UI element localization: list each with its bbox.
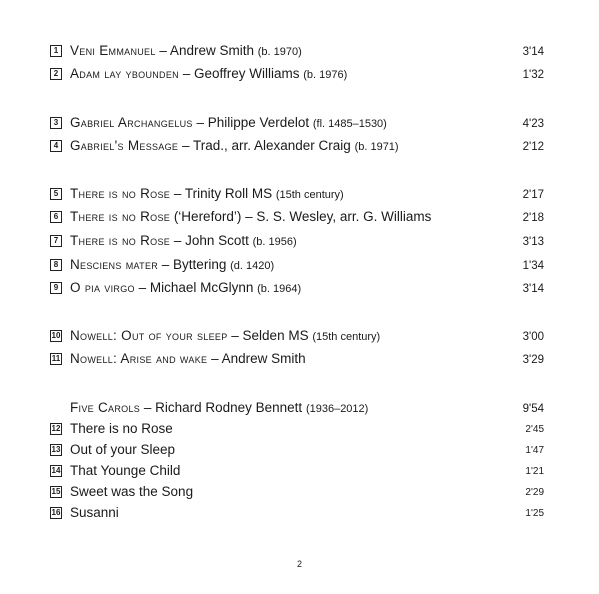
track-dates: (b. 1976)	[303, 69, 348, 81]
track-number: 4	[50, 140, 62, 152]
subtrack-title: That Younge Child	[70, 463, 181, 478]
track-title: There is no Rose	[70, 233, 171, 248]
subtrack-title: Sweet was the Song	[70, 484, 194, 499]
track-credit: (‘Hereford’) – S. S. Wesley, arr. G. Williams	[170, 209, 432, 224]
track-dates: (fl. 1485–1530)	[312, 118, 387, 130]
track-row	[50, 256, 544, 276]
track-text	[70, 350, 306, 369]
track-row	[50, 232, 544, 252]
set-heading	[50, 399, 544, 419]
track-text	[70, 208, 431, 227]
track-number: 5	[50, 188, 62, 200]
track-text	[70, 114, 387, 133]
track-text	[70, 42, 302, 61]
subtrack-row	[50, 420, 544, 440]
track-dates: (b. 1964)	[257, 283, 302, 295]
track-number: 9	[50, 282, 62, 294]
track-title: Nesciens mater	[70, 257, 159, 272]
track-time: 2'17	[522, 189, 544, 201]
track-row	[50, 42, 544, 62]
track-text	[70, 327, 380, 346]
track-number: 12	[51, 424, 61, 433]
subtrack-row	[50, 483, 544, 503]
subtrack-title: Susanni	[70, 505, 119, 520]
track-time: 1'32	[522, 69, 544, 81]
track-credit: – Trad., arr. Alexander Craig	[178, 138, 355, 153]
track-title: There is no Rose	[70, 186, 171, 201]
track-dates: (d. 1420)	[230, 260, 275, 272]
track-row	[50, 327, 544, 347]
track-number: 7	[50, 235, 62, 247]
track-text	[70, 256, 274, 275]
track-credit: – Michael McGlynn	[134, 280, 258, 295]
track-title: Nowell: Out of your sleep	[70, 328, 228, 343]
subtrack-row	[50, 441, 544, 461]
subtrack-time: 1'25	[525, 508, 544, 519]
track-number: 14	[51, 466, 61, 475]
track-title: O pia virgo	[70, 280, 135, 295]
track-dates: (b. 1971)	[354, 141, 399, 153]
subtrack-time: 1'21	[525, 466, 544, 477]
track-title: Gabriel Archangelus	[70, 115, 193, 130]
track-number: 3	[50, 117, 62, 129]
track-title: Nowell: Arise and wake	[70, 351, 208, 366]
set-dates: (1936–2012)	[305, 403, 369, 415]
track-time: 3'00	[522, 331, 544, 343]
track-text	[70, 65, 347, 84]
track-row	[50, 350, 544, 370]
track-row	[50, 65, 544, 85]
track-dates: (b. 1956)	[252, 236, 297, 248]
track-time: 1'34	[522, 260, 544, 272]
track-time: 3'13	[522, 236, 544, 248]
track-number: 16	[51, 508, 61, 517]
track-number: 1	[50, 45, 62, 57]
track-number: 10	[51, 331, 61, 340]
track-dates: (15th century)	[312, 331, 381, 343]
track-time: 2'12	[522, 141, 544, 153]
track-dates: (15th century)	[275, 189, 344, 201]
set-text	[70, 399, 368, 418]
track-credit: – John Scott	[170, 233, 253, 248]
track-credit: – Selden MS	[227, 328, 313, 343]
page-number: 2	[296, 559, 302, 569]
track-number: 6	[50, 211, 62, 223]
track-time: 3'14	[522, 283, 544, 295]
set-credit: – Richard Rodney Bennett	[140, 400, 306, 415]
track-time: 3'14	[522, 46, 544, 58]
track-dates: (b. 1970)	[257, 46, 302, 58]
subtrack-row	[50, 504, 544, 524]
track-title: Veni Emmanuel	[70, 43, 156, 58]
set-time: 9'54	[522, 403, 544, 415]
subtrack-time: 2'29	[525, 487, 544, 498]
track-text	[70, 232, 297, 251]
track-number: 2	[50, 68, 62, 80]
track-credit: – Philippe Verdelot	[192, 115, 313, 130]
track-text	[70, 279, 301, 298]
track-credit: – Trinity Roll MS	[170, 186, 276, 201]
subtrack-time: 1'47	[525, 445, 544, 456]
track-number: 15	[51, 487, 61, 496]
subtrack-time: 2'45	[525, 424, 544, 435]
track-row	[50, 185, 544, 205]
subtrack-row	[50, 462, 544, 482]
track-credit: – Andrew Smith	[155, 43, 258, 58]
track-time: 4'23	[522, 118, 544, 130]
track-credit: – Geoffrey Williams	[178, 66, 304, 81]
track-time: 3'29	[522, 354, 544, 366]
track-row	[50, 137, 544, 157]
track-credit: – Byttering	[158, 257, 231, 272]
track-title: There is no Rose	[70, 209, 171, 224]
track-text	[70, 137, 399, 156]
track-row	[50, 114, 544, 134]
track-text	[70, 185, 344, 204]
track-row	[50, 208, 544, 228]
track-title: Adam lay ybounden	[70, 66, 179, 81]
track-number: 8	[50, 259, 62, 271]
set-title: Five Carols	[70, 400, 141, 415]
subtrack-title: There is no Rose	[70, 421, 173, 436]
track-title: Gabriel's Message	[70, 138, 179, 153]
track-number: 11	[51, 354, 61, 363]
track-credit: – Andrew Smith	[207, 351, 306, 366]
subtrack-title: Out of your Sleep	[70, 442, 176, 457]
track-time: 2'18	[522, 212, 544, 224]
track-number: 13	[51, 445, 61, 454]
track-row	[50, 279, 544, 299]
